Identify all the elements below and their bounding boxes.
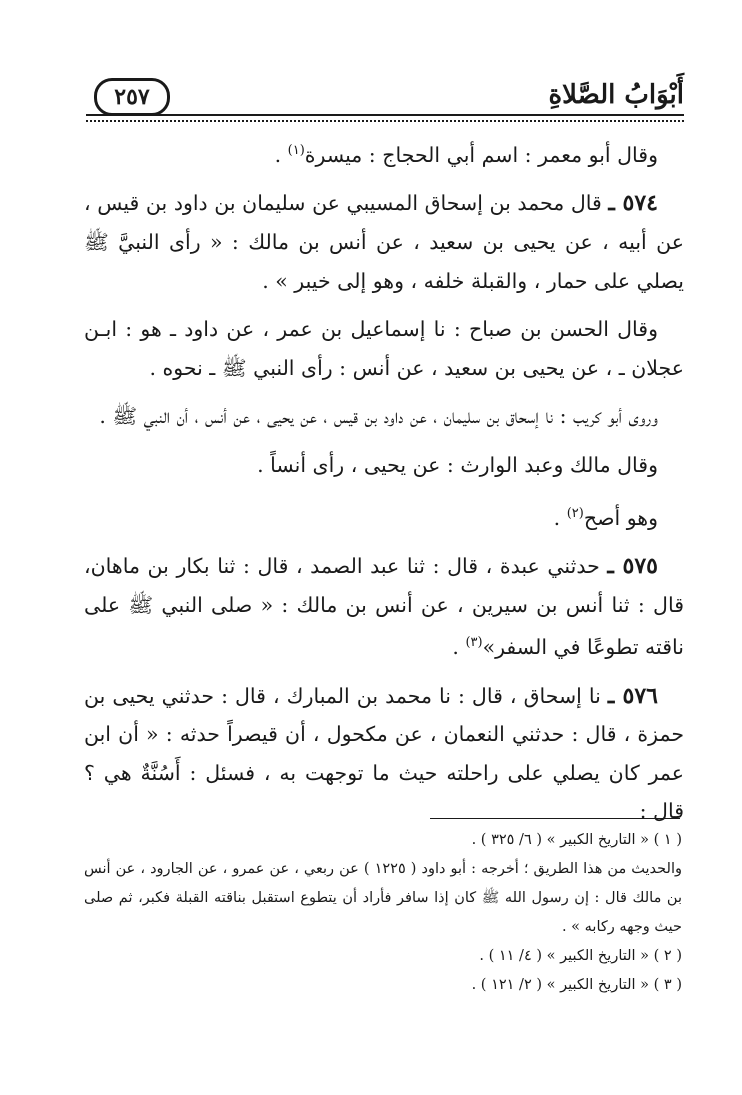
- paragraph-text: نا إسحاق ، قال : نا محمد بن المبارك ، قال : حدثني يحيى بن حمزة ، قال : حدثني النعمان ، عن مكحول ، أن قيصراً حدثه : « أن ابن عمر كان يصلي على راحلته حيث ما توجهت به ، فسئل : أَسُنَّةٌ هي ؟ قال :: [84, 683, 684, 824]
- paragraph-text: حدثني عبدة ، قال : ثنا عبد الصمد ، قال : ثنا بكار بن ماهان، قال : ثنا أنس بن سيرين ، عن أنس بن مالك : « صلى النبي ﷺ على ناقته تطوعًا في السفر»: [84, 554, 684, 660]
- page-header: [86, 72, 684, 120]
- hadith-number: ٥٧٥ ـ: [607, 553, 658, 579]
- footnote-rule: [430, 818, 680, 819]
- hadith-paragraph: [84, 547, 684, 667]
- paragraph: [84, 495, 684, 537]
- paragraph-text: وهو أصح: [583, 505, 658, 530]
- header-rule: [86, 114, 684, 122]
- paragraph: [84, 446, 684, 485]
- paragraph: [84, 132, 684, 174]
- hadith-paragraph: [84, 677, 684, 831]
- paragraph-text: .: [452, 635, 466, 660]
- footnote-3: ( ٣ ) « التاريخ الكبير » ( ٢/ ١٢١ ) .: [471, 977, 682, 993]
- paragraph-text: قال محمد بن إسحاق المسيبي عن سليمان بن داود بن قيس ، عن أبيه ، عن يحيى بن سعيد ، عن أنس بن مالك : « رأى النبيَّ ﷺ يصلي على حمار ، والقبلة خلفه ، وهو إلى خيبر » .: [84, 191, 684, 293]
- paragraph-text: .: [553, 505, 567, 530]
- paragraph: [84, 397, 684, 436]
- page-number-badge: ٢٥٧: [94, 78, 170, 116]
- paragraph-text: وروى أبو كريب : نا إسحاق بن سليمان ، عن داود بن قيس ، عن يحيى ، عن أنس ، أن النبي ﷺ .: [99, 404, 658, 429]
- paragraph-text: وقال مالك وعبد الوارث : عن يحيى ، رأى أنساً .: [257, 452, 658, 477]
- paragraph-text: .: [274, 142, 288, 167]
- paragraph-text: وقال الحسن بن صباح : نا إسماعيل بن عمر ، عن داود ـ هو : ابـن عجلان ـ ، عن يحيى بن سعيد ، عن أنس : رأى النبي ﷺ ـ نحوه .: [84, 317, 684, 380]
- footnote-ref: (١): [287, 143, 305, 158]
- paragraph-text: وقال أبو معمر : اسم أبي الحجاج : ميسرة: [304, 142, 658, 167]
- hadith-number: ٥٧٦ ـ: [607, 682, 658, 709]
- footnotes: [84, 826, 682, 1000]
- main-text: [84, 132, 684, 841]
- footnote-1-detail: والحديث من هذا الطريق ؛ أخرجه : أبو داود ( ١٢٢٥ ) عن ربعي ، عن عمرو ، عن الجارود ، عن أنس بن مالك قال : إن رسول الله ﷺ كان إذا سافر فأراد أن يتطوع استقبل بناقته القبلة فكبر، ثم صلى حيث وجهه ركابه » .: [84, 861, 682, 935]
- running-title: أَبْوَابُ الصَّلاةِ: [548, 80, 684, 110]
- footnote-ref: (٢): [566, 505, 584, 521]
- footnote-ref: (٣): [465, 635, 483, 651]
- paragraph: [84, 310, 684, 387]
- hadith-number: ٥٧٤ ـ: [608, 190, 658, 217]
- footnote-1: ( ١ ) « التاريخ الكبير » ( ٦/ ٣٢٥ ) .: [471, 832, 682, 848]
- hadith-paragraph: [84, 184, 684, 300]
- footnote-2: ( ٢ ) « التاريخ الكبير » ( ٤/ ١١ ) .: [479, 948, 682, 964]
